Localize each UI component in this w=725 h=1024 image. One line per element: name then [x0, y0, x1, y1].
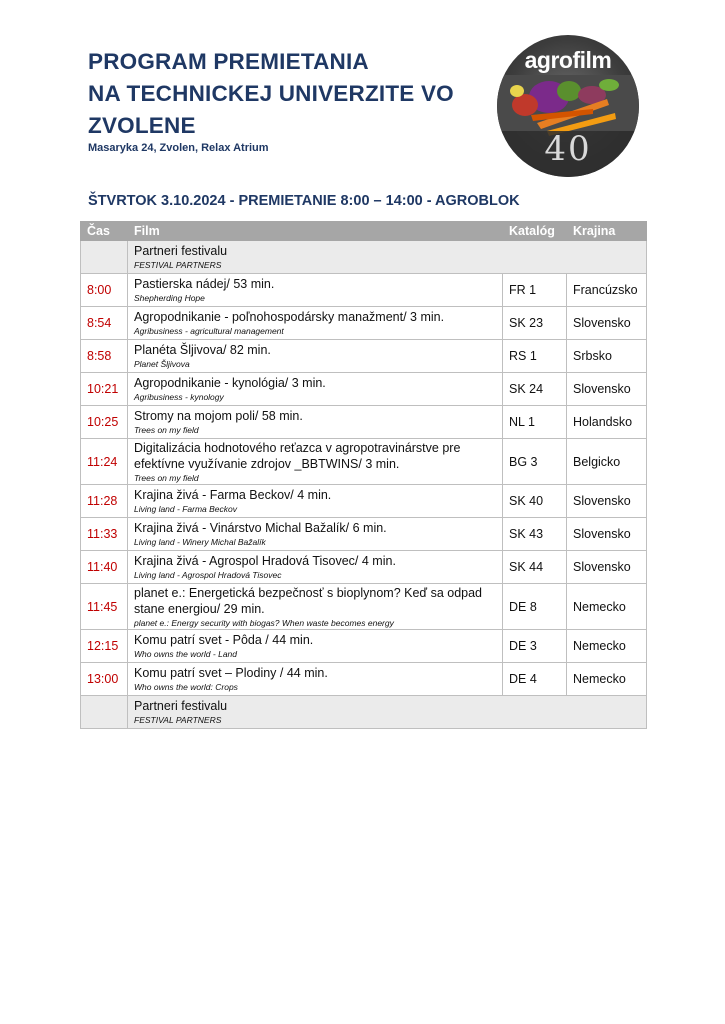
table-row: [81, 340, 647, 373]
row-catalog: SK 23: [503, 307, 567, 340]
row-country: Srbsko: [567, 340, 647, 373]
film-subtitle: Agribusiness - kynology: [134, 392, 224, 402]
row-film: [128, 307, 503, 340]
table-row: [81, 518, 647, 551]
row-film: [128, 485, 503, 518]
film-title: Komu patrí svet – Plodiny / 44 min.: [134, 666, 328, 680]
row-time: 13:00: [81, 663, 128, 696]
title-line-1: PROGRAM PREMIETANIA: [88, 49, 369, 74]
film-title: Agropodnikanie - kynológia/ 3 min.: [134, 376, 326, 390]
title-line-3: ZVOLENE: [88, 113, 196, 138]
row-catalog: BG 3: [503, 439, 567, 485]
row-catalog: DE 8: [503, 584, 567, 630]
table-header-row: [81, 222, 647, 241]
row-film: [128, 630, 503, 663]
row-catalog: SK 24: [503, 373, 567, 406]
film-subtitle: Agribusiness - agricultural management: [134, 326, 284, 336]
row-time: 8:54: [81, 307, 128, 340]
row-country: Slovensko: [567, 373, 647, 406]
row-film: [128, 340, 503, 373]
program-table: [80, 221, 647, 729]
film-title: Krajina živá - Vinárstvo Michal Bažalík/ 6 min.: [134, 521, 387, 535]
row-film: [128, 584, 503, 630]
row-time: 10:25: [81, 406, 128, 439]
row-film: [128, 274, 503, 307]
row-film: [128, 406, 503, 439]
row-film: [128, 439, 503, 485]
page-title: [88, 46, 454, 142]
table-row: [81, 274, 647, 307]
header-catalog: Katalóg: [503, 222, 567, 241]
partner-time-cell: [81, 241, 128, 274]
header-time: Čas: [81, 222, 128, 241]
day-heading: ŠTVRTOK 3.10.2024 - PREMIETANIE 8:00 – 14:00 - AGROBLOK: [88, 193, 520, 209]
film-title: Digitalizácia hodnotového reťazca v agropotravinárstve pre efektívne využívanie zdrojov _BBTWINS/ 3 min.: [134, 440, 461, 471]
partner-subtitle: FESTIVAL PARTNERS: [134, 260, 222, 270]
row-time: 12:15: [81, 630, 128, 663]
header-country: Krajina: [567, 222, 647, 241]
table-row: [81, 630, 647, 663]
partner-subtitle: FESTIVAL PARTNERS: [134, 715, 222, 725]
film-subtitle: Living land - Farma Beckov: [134, 504, 237, 514]
row-catalog: DE 3: [503, 630, 567, 663]
film-title: Stromy na mojom poli/ 58 min.: [134, 409, 303, 423]
row-country: Nemecko: [567, 663, 647, 696]
row-catalog: SK 40: [503, 485, 567, 518]
header-film: Film: [128, 222, 503, 241]
table-row: [81, 406, 647, 439]
row-country: Slovensko: [567, 518, 647, 551]
row-catalog: DE 4: [503, 663, 567, 696]
table-row: [81, 551, 647, 584]
film-title: Pastierska nádej/ 53 min.: [134, 277, 275, 291]
film-subtitle: Shepherding Hope: [134, 293, 205, 303]
row-time: 11:45: [81, 584, 128, 630]
row-country: Slovensko: [567, 307, 647, 340]
logo-wordmark: agrofilm: [524, 47, 612, 73]
row-time: 8:58: [81, 340, 128, 373]
film-subtitle: Trees on my field: [134, 472, 199, 483]
table-row: [81, 307, 647, 340]
partner-time-cell: [81, 696, 128, 729]
table-row: [81, 485, 647, 518]
row-film: [128, 551, 503, 584]
partner-title: Partneri festivalu: [134, 244, 228, 258]
film-subtitle: planet e.: Energy security with biogas? When waste becomes energy: [134, 617, 394, 628]
row-film: [128, 518, 503, 551]
row-time: 10:21: [81, 373, 128, 406]
row-catalog: RS 1: [503, 340, 567, 373]
partner-cell: [128, 241, 647, 274]
row-film: [128, 373, 503, 406]
row-time: 11:28: [81, 485, 128, 518]
row-catalog: FR 1: [503, 274, 567, 307]
row-time: 11:24: [81, 439, 128, 485]
film-title: Komu patrí svet - Pôda / 44 min.: [134, 633, 314, 647]
venue-address: Masaryka 24, Zvolen, Relax Atrium: [88, 142, 269, 154]
film-title: Agropodnikanie - poľnohospodársky manažment/ 3 min.: [134, 310, 445, 324]
film-subtitle: Planet Šljivova: [134, 359, 190, 369]
title-line-2: NA TECHNICKEJ UNIVERZITE VO: [88, 81, 454, 106]
partner-title: Partneri festivalu: [134, 699, 228, 713]
row-country: Francúzsko: [567, 274, 647, 307]
partner-cell: [128, 696, 647, 729]
logo-anniversary-number: 40: [544, 129, 592, 169]
row-catalog: SK 44: [503, 551, 567, 584]
table-row: [81, 584, 647, 630]
table-row: [81, 663, 647, 696]
film-subtitle: Who owns the world: Crops: [134, 682, 238, 692]
row-country: Slovensko: [567, 551, 647, 584]
agrofilm-logo: [497, 35, 639, 177]
film-title: Krajina živá - Farma Beckov/ 4 min.: [134, 488, 332, 502]
row-time: 8:00: [81, 274, 128, 307]
film-subtitle: Living land - Winery Michal Bažalík: [134, 537, 266, 547]
row-film: [128, 663, 503, 696]
film-title: planet e.: Energetická bezpečnosť s bioplynom? Keď sa odpad stane energiou/ 29 min.: [134, 585, 483, 616]
film-subtitle: Trees on my field: [134, 425, 199, 435]
table-row: [81, 439, 647, 485]
film-title: Planéta Šljivova/ 82 min.: [134, 343, 271, 357]
row-catalog: SK 43: [503, 518, 567, 551]
row-catalog: NL 1: [503, 406, 567, 439]
table-row: [81, 373, 647, 406]
row-country: Nemecko: [567, 584, 647, 630]
partner-row-bottom: [81, 696, 647, 729]
film-subtitle: Who owns the world - Land: [134, 649, 237, 659]
row-country: Slovensko: [567, 485, 647, 518]
row-country: Nemecko: [567, 630, 647, 663]
row-time: 11:40: [81, 551, 128, 584]
film-subtitle: Living land - Agrospol Hradová Tisovec: [134, 570, 282, 580]
film-title: Krajina živá - Agrospol Hradová Tisovec/ 4 min.: [134, 554, 396, 568]
partner-row-top: [81, 241, 647, 274]
row-country: Holandsko: [567, 406, 647, 439]
row-country: Belgicko: [567, 439, 647, 485]
row-time: 11:33: [81, 518, 128, 551]
